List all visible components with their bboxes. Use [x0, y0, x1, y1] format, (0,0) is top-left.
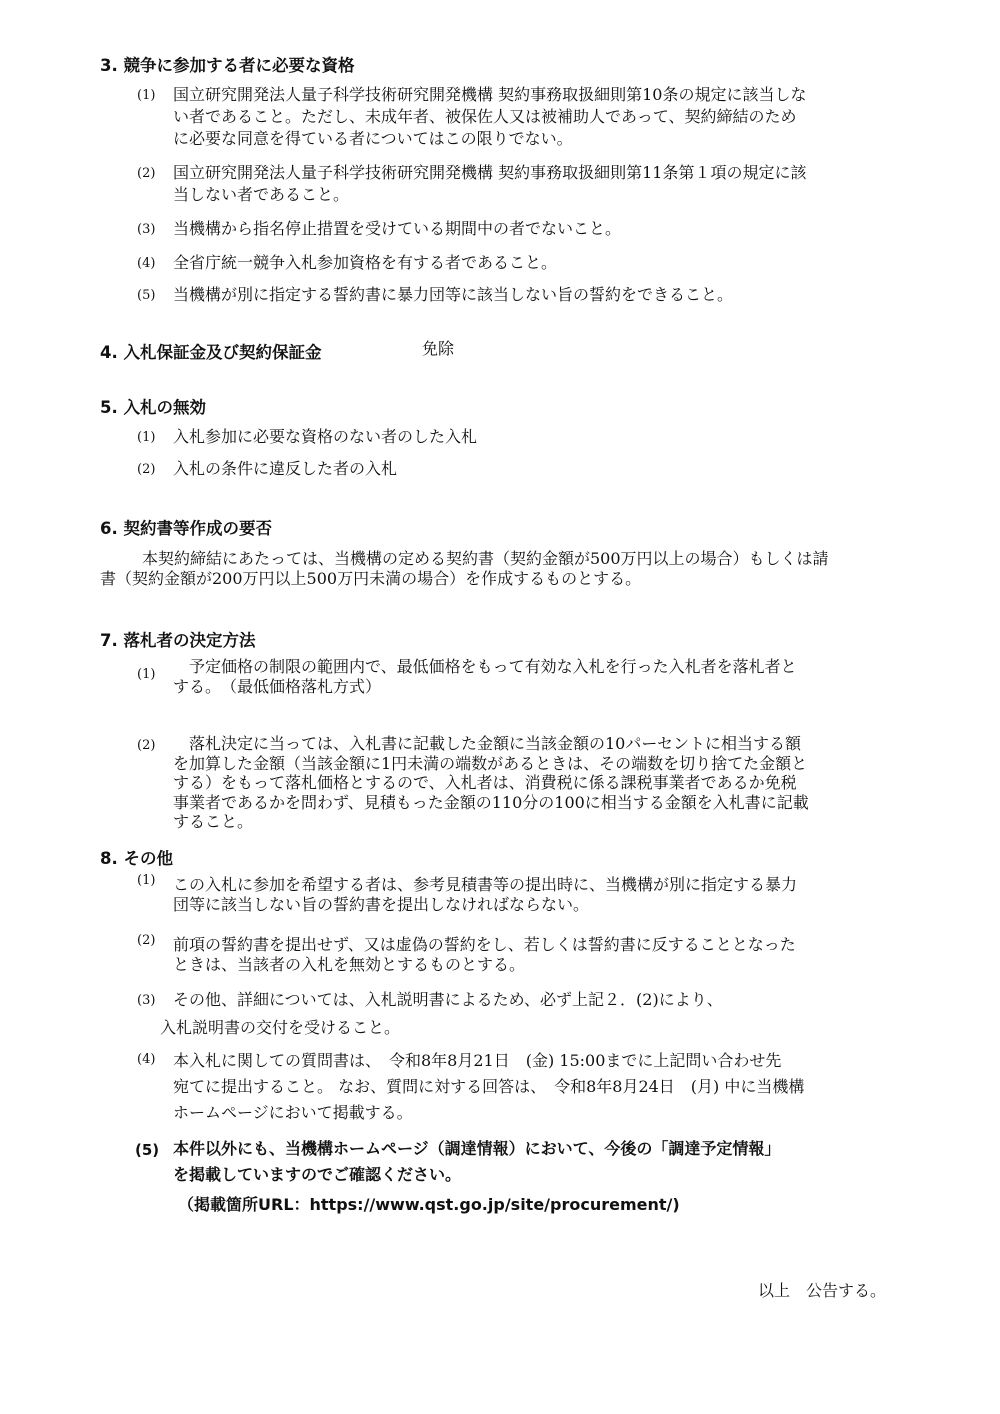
item-number: (4)	[137, 256, 156, 271]
item-number: (3)	[137, 993, 156, 1008]
section-8-item-1-text: この入札に参加を希望する者は、参考見積書等の提出時に、当機構が別に指定する暴力 団等に該当しない旨の誓約書を提出しなければならない。	[173, 875, 798, 914]
item-number: (2)	[137, 738, 156, 753]
section-6-heading: 6. 契約書等作成の要否	[100, 519, 272, 538]
section-7-item-2-text: 落札決定に当っては、入札書に記載した金額に当該金額の10パーセントに相当する額 を加算した金額（当該金額に1円未満の端数があるときは、その端数を切り捨てた金額と する）をもって落札価格とするので、入札者は、消費税に係る課税事業者であるか免税 事業者であるかを問わず、見積もった金額の110分の100に相当する金額を入札書に記載 すること。	[173, 734, 809, 831]
item-number: (1)	[137, 430, 156, 445]
section-3-item-5-text: 当機構が別に指定する誓約書に暴力団等に該当しない旨の誓約をできること。	[173, 285, 734, 304]
section-7-item-1-text: 予定価格の制限の範囲内で、最低価格をもって有効な入札を行った入札者を落札者と する。 （最低価格落札方式）	[173, 657, 797, 696]
section-8-heading: 8. その他	[100, 849, 173, 868]
section-8-item-5-text: 本件以外にも、当機構ホームページ（調達情報）において、今後の「調達予定情報」 を掲載していますのでご確認ください。	[173, 1139, 781, 1184]
section-3-heading: 3. 競争に参加する者に必要な資格	[100, 56, 355, 75]
section-4-value: 免除	[422, 339, 455, 358]
section-3-item-1-text: 国立研究開発法人量子科学技術研究開発機構 契約事務取扱細則第10条の規定に該当しな い者であること。ただし、未成年者、被保佐人又は被補助人であって、契約締結のため に必要な同意を得ている者についてはこの限りでない。	[173, 85, 807, 148]
section-8-item-2-text: 前項の誓約書を提出せず、又は虚偽の誓約をし、若しくは誓約書に反することとなった ときは、当該者の入札を無効とするものとする。	[173, 935, 796, 974]
closing-statement: 以上 公告する。	[758, 1281, 887, 1300]
item-number: (1)	[137, 667, 156, 682]
section-3-item-3-text: 当機構から指名停止措置を受けている期間中の者でないこと。	[173, 219, 622, 238]
section-3-item-4-text: 全省庁統一競争入札参加資格を有する者であること。	[173, 253, 558, 272]
section-5-heading: 5. 入札の無効	[100, 398, 206, 417]
item-number: (5)	[135, 1141, 160, 1159]
item-number: (1)	[137, 88, 156, 103]
item-number: (3)	[137, 222, 156, 237]
item-number: (2)	[137, 166, 156, 181]
procurement-url: （掲載箇所URL：https://www.qst.go.jp/site/procurement/)	[178, 1195, 680, 1214]
section-3-item-2-text: 国立研究開発法人量子科学技術研究開発機構 契約事務取扱細則第11条第１項の規定に該 当しない者であること。	[173, 163, 807, 204]
section-5-item-1-text: 入札参加に必要な資格のない者のした入札	[173, 427, 478, 446]
item-number: (4)	[137, 1052, 156, 1067]
section-5-item-2-text: 入札の条件に違反した者の入札	[173, 459, 398, 478]
section-4-heading: 4. 入札保証金及び契約保証金	[100, 343, 322, 362]
item-number: (2)	[137, 462, 156, 477]
section-6-text: 本契約締結にあたっては、当機構の定める契約書（契約金額が500万円以上の場合）もしくは請 書（契約金額が200万円以上500万円未満の場合）を作成するものとする。	[100, 549, 829, 588]
section-8-item-3-text: その他、詳細については、入札説明書によるため、必ず上記２．(2)により、	[173, 990, 723, 1009]
item-number: (2)	[137, 933, 156, 948]
section-7-heading: 7. 落札者の決定方法	[100, 631, 256, 650]
item-number: (5)	[137, 288, 156, 303]
section-8-item-4-text: 本入札に関しての質問書は、 令和8年8月21日 (金) 15:00までに上記問い合わせ先 宛てに提出すること。 なお、質問に対する回答は、 令和8年8月24日 (月) 中に当機構 ホームページにおいて掲載する。	[173, 1051, 805, 1122]
item-number: (1)	[137, 873, 156, 888]
section-8-item-3-continuation: 入札説明書の交付を受けること。	[160, 1018, 401, 1037]
